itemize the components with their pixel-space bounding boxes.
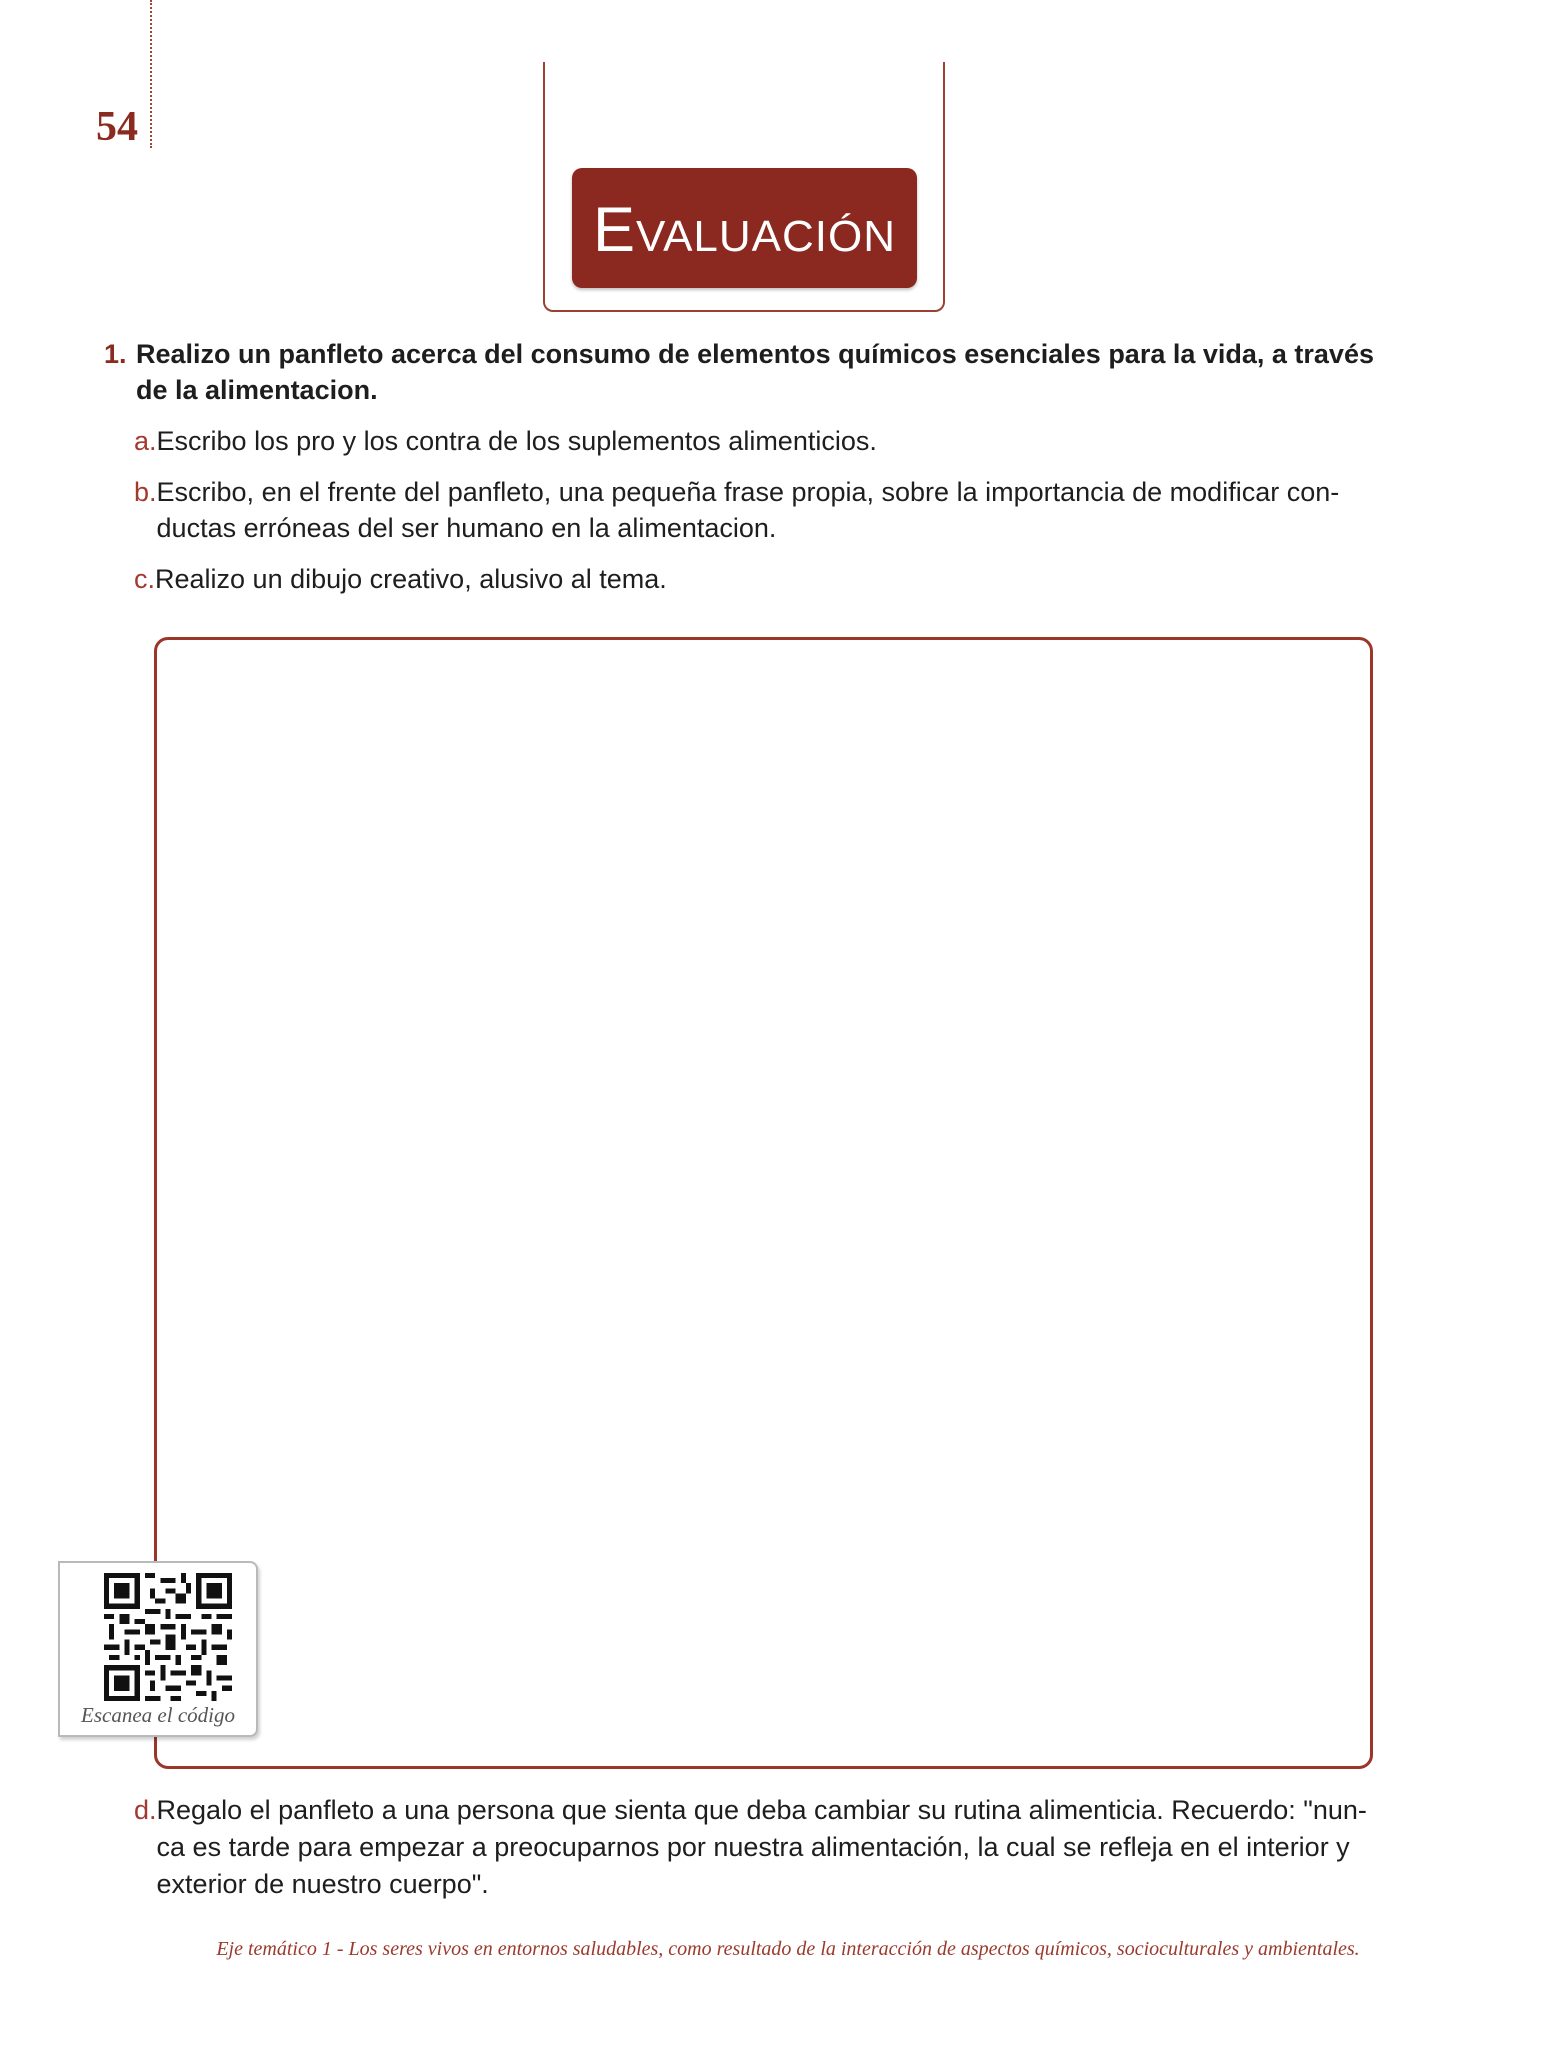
margin-dotted-rule [150,0,152,148]
footer-text: Eje temático 1 - Los seres vivos en entornos saludables, como resultado de la interacción de aspectos químicos, socioculturales y ambientales. [216,1938,1360,1960]
sub-item-c [134,561,1389,597]
sub-item-text: Escribo, en el frente del panfleto, una pequeña frase propia, sobre la importancia de modificar con- ductas erróneas del ser humano en la alimentacion. [156,477,1340,543]
qr-caption: Escanea el código [81,1703,235,1727]
title-banner [572,168,917,288]
qr-card[interactable] [58,1561,258,1737]
question-text: Realizo un panfleto acerca del consumo de elementos químicos esenciales para la vida, a través de la alimentacion. [136,339,1374,405]
page-number: 54 [96,104,138,150]
sub-item-letter: c. [134,564,156,594]
sub-item-a [134,423,1389,459]
sub-item-d [134,1792,1389,1903]
drawing-answer-box[interactable] [154,637,1373,1769]
question-block [104,336,1389,597]
question-number: 1. [104,339,127,369]
sub-item-letter: d. [134,1795,157,1825]
sub-item-text: Regalo el panfleto a una persona que sienta que deba cambiar su rutina alimenticia. Recuerdo: "nun- ca es tarde para empezar a preocuparnos por nuestra alimentación, la cual se refleja en el interior y exterior de nuestro cuerpo". [156,1795,1367,1899]
sub-item-letter: a. [134,426,157,456]
sub-item-b [134,474,1389,546]
sub-item-text: Escribo los pro y los contra de los suplementos alimenticios. [156,426,877,456]
sub-item-text: Realizo un dibujo creativo, alusivo al tema. [155,564,667,594]
question-1 [104,336,1389,408]
sub-item-letter: b. [134,477,157,507]
page-title: Evaluación [592,194,897,265]
qr-code-icon[interactable] [104,1573,232,1701]
